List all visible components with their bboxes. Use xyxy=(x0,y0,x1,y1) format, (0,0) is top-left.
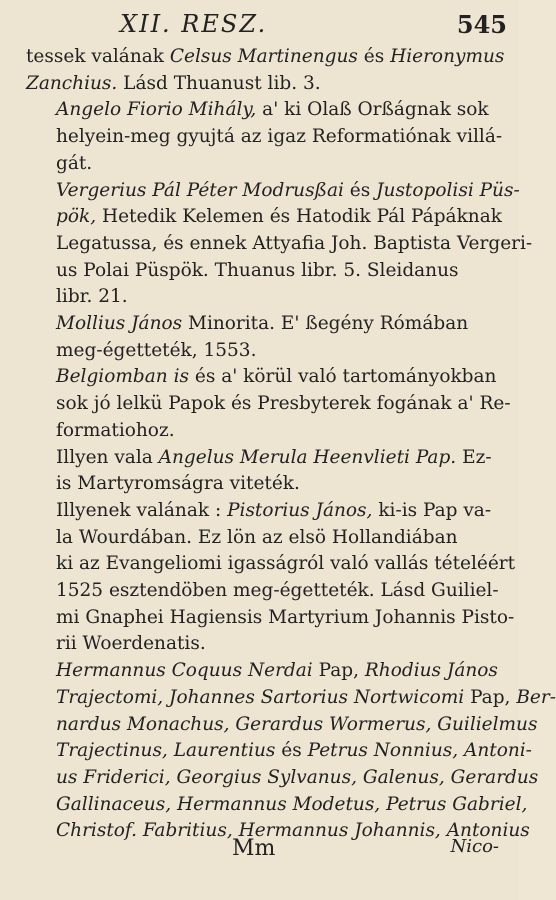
text-line xyxy=(26,311,503,338)
text-line xyxy=(26,178,520,205)
italic-name: Pistorius János, xyxy=(227,499,373,521)
text-line xyxy=(26,364,503,391)
text-run: is Martyromságra viteték. xyxy=(56,473,300,495)
text-run: és xyxy=(275,740,308,762)
italic-name: Mollius János xyxy=(56,313,183,335)
text-run: mi Gnaphei Hagiensis Martyrium Johannis Pisto- xyxy=(56,606,515,628)
text-line xyxy=(26,525,503,552)
text-line xyxy=(26,712,538,739)
text-run: ki az Evangeliomi igasságról való vallás tételéért xyxy=(56,553,516,575)
text-run: és a' körül való tartományokban xyxy=(188,366,497,388)
text-run: Illyenek valának : xyxy=(56,499,228,521)
italic-name: Trajectomi, Johannes Sartorius Nortwicomi xyxy=(56,686,465,708)
footer-line xyxy=(0,836,519,864)
italic-name: Hieronymus xyxy=(390,46,505,67)
italic-name: Petrus Nonnius, Antoni- xyxy=(307,740,532,762)
text-run: meg-égetteték, 1553. xyxy=(56,339,257,361)
text-run: Illyen vala xyxy=(56,446,159,468)
paragraph xyxy=(26,44,503,97)
running-head xyxy=(0,10,519,40)
text-run: la Wourdában. Ez lön az elsö Hollandiában xyxy=(56,526,458,548)
italic-name: Ber- xyxy=(516,686,556,708)
italic-name: Celsus Martinengus xyxy=(169,46,358,67)
text-line xyxy=(26,71,503,98)
text-line xyxy=(26,685,556,712)
italic-name: Vergerius Pál Péter Modrusßai xyxy=(56,179,344,201)
italic-name: nardus Monachus, Gerardus Wormerus, Guilielmus xyxy=(56,713,538,735)
italic-name: Rhodius János xyxy=(364,660,498,682)
italic-name: Christof. Fabritius, Hermannus Johannis, Antonius xyxy=(56,820,530,842)
text-run: sok jó lelkü Papok és Presbyterek fogának a' Re- xyxy=(56,393,511,415)
italic-name: Angelus Merula Heenvlieti Pap. xyxy=(158,446,457,468)
text-line xyxy=(26,471,503,498)
text-line xyxy=(26,258,503,285)
italic-name: Trajectinus, Laurentius xyxy=(56,740,276,762)
text-run: Pap, xyxy=(464,686,517,708)
italic-name: us Friderici, Georgius Sylvanus, Galenus, Gerardus xyxy=(56,766,539,788)
text-line xyxy=(26,231,533,258)
text-run: és xyxy=(357,46,391,67)
italic-name: Belgiomban is xyxy=(56,366,189,388)
text-line xyxy=(26,765,539,792)
page-number: 545 xyxy=(456,10,507,39)
text-line xyxy=(26,631,503,658)
text-run: Minorita. E' ßegény Rómában xyxy=(182,313,469,335)
text-line xyxy=(26,284,503,311)
paragraph xyxy=(26,97,503,177)
paragraph xyxy=(26,658,556,845)
text-run: a' ki Olaß Orßágnak sok xyxy=(256,99,489,121)
text-line xyxy=(26,391,511,418)
text-run: Lásd Thuanust lib. 3. xyxy=(117,72,321,94)
text-run: 1525 esztendöben meg-égetteték. Lásd Guiliel- xyxy=(56,580,499,602)
chapter-heading: XII. RESZ. xyxy=(120,10,268,38)
text-run: Pap, xyxy=(312,660,365,682)
paragraph xyxy=(26,364,511,444)
text-line xyxy=(26,445,503,472)
italic-name: Zanchius. xyxy=(26,72,118,94)
text-run: libr. 21. xyxy=(56,286,128,308)
text-line xyxy=(26,551,516,578)
body-text xyxy=(26,44,556,845)
text-run: Legatussa, és ennek Attyafia Joh. Baptista Vergeri- xyxy=(56,232,533,254)
text-run: formatiohoz. xyxy=(56,419,175,441)
signature-mark: Mm xyxy=(232,836,276,861)
italic-name: Gallinaceus, Hermannus Modetus, Petrus Gabriel, xyxy=(56,793,528,815)
paragraph xyxy=(26,498,516,658)
paragraph xyxy=(26,445,503,498)
text-run: us Polai Püspök. Thuanus libr. 5. Sleidanus xyxy=(56,259,459,281)
text-run: rii Woerdenatis. xyxy=(56,633,206,655)
text-run: és xyxy=(343,179,377,201)
text-line xyxy=(26,738,532,765)
paragraph xyxy=(26,178,533,312)
text-line xyxy=(26,605,515,632)
text-line xyxy=(26,792,528,819)
text-line xyxy=(26,498,503,525)
catchword: Nico- xyxy=(450,836,499,857)
text-run: Ez- xyxy=(456,446,492,468)
text-line xyxy=(26,578,503,605)
text-run: ki-is Pap va- xyxy=(372,499,492,521)
text-line xyxy=(26,97,503,124)
text-line xyxy=(26,658,503,685)
text-line xyxy=(26,44,503,71)
italic-name: Hermannus Coquus Nerdai xyxy=(56,660,313,682)
text-line xyxy=(26,338,503,365)
text-run: Hetedik Kelemen és Hatodik Pál Pápáknak xyxy=(96,206,502,228)
text-line xyxy=(26,204,503,231)
text-run: tessek valának xyxy=(26,46,170,67)
text-run: helyein-meg gyujtá az igaz Reformatiónak villá- xyxy=(56,126,503,148)
paragraph xyxy=(26,311,503,364)
text-line xyxy=(26,151,503,178)
text-line xyxy=(26,124,503,151)
italic-name: pök, xyxy=(56,206,97,228)
italic-name: Justopolisi Püs- xyxy=(376,179,520,201)
italic-name: Angelo Fiorio Mihály, xyxy=(56,99,257,121)
text-line xyxy=(26,418,503,445)
text-run: gát. xyxy=(56,152,93,174)
